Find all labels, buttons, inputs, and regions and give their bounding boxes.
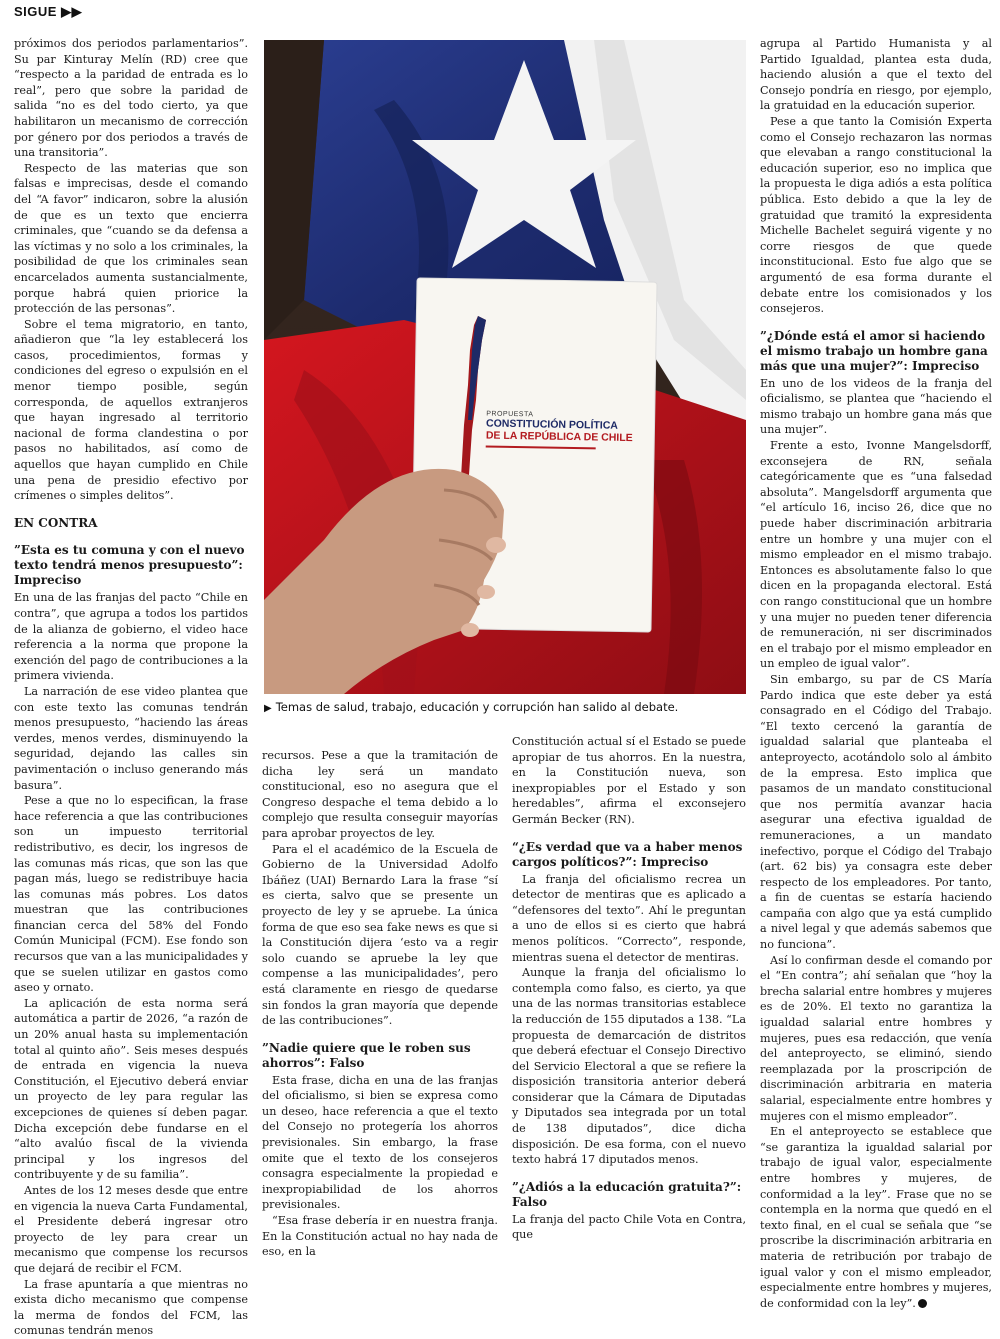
- paragraph: Constitución actual sí el Estado se puede apropiar de tus ahorros. En la nuestra, en la Constitución nueva, son inexpropiables por el Estado y son heredables”, afirma el exconsejero Germán Becker (RN).: [512, 735, 746, 826]
- paragraph: Así lo confirman desde el comando por el “En contra”; ahí señalan que “hoy la brecha salarial entre hombres y mujeres es de 20%. El texto no garantiza la igualdad salarial entre hombres y mujeres, pues esa redacción, que venía del anteproyecto, se eliminó, siendo reemplazada por la proscripción de discriminación arbitraria en materia salarial, especialmente entre hombres y mujeres con el mismo empleador”.: [760, 953, 992, 1123]
- paragraph: La narración de ese video plantea que con este texto las comunas tendrán menos presupuesto, “haciendo las áreas verdes, menos verdes, disminuyendo la seguridad, dejando las calles sin pavimentación o incluso generando más basura”.: [14, 684, 248, 792]
- subheading: ”Esta es tu comuna y con el nuevo texto tendrá menos presupuesto”: Impreciso: [14, 543, 245, 588]
- section-heading: EN CONTRA: [14, 515, 98, 530]
- book-kicker: PROPUESTA: [486, 410, 534, 419]
- subheading: “¿Es verdad que va a haber menos cargos políticos?”: Impreciso: [512, 839, 743, 869]
- photo-caption: [264, 700, 746, 714]
- sigue-text: SIGUE: [14, 4, 57, 19]
- paragraph: Antes de los 12 meses desde que entre en vigencia la nueva Carta Fundamental, el Presidente deberá ingresar otro proyecto de ley para crear un mecanismo que compense los recursos que dejará de recibir el FCM.: [14, 1183, 248, 1275]
- paragraph: agrupa al Partido Humanista y al Partido Igualdad, plantea esta duda, haciendo alusión a que el texto del Consejo pondría en riesgo, por ejemplo, la gratuidad en la educación superior.: [760, 37, 992, 113]
- triangle-bullet-icon: ▶: [264, 703, 272, 714]
- subheading: ”¿Dónde está el amor si haciendo el mismo trabajo un hombre gana más que una mujer?”: Impreciso: [760, 328, 988, 373]
- paragraph: “Esa frase debería ir en nuestra franja. En la Constitución actual no hay nada de eso, en la: [262, 1214, 498, 1259]
- end-of-article-icon: [918, 1299, 927, 1308]
- paragraph: En una de las franjas del pacto “Chile en contra”, que agrupa a todos los partidos de la alianza de gobierno, el video hace referencia a la norma que propone la exención del pago de contribuciones a la primera vivienda.: [14, 591, 248, 683]
- paragraph: Sobre el tema migratorio, en tanto, añadieron que “la ley establecerá los casos, procedimientos, formas y condiciones del egreso o expulsión en el menor tiempo posible, según corresponda, de aquellos extranjeros que hayan ingresado al territorio nacional de forma clandestina o por pasos no habilitados, así como de aquellos que hayan cumplido en Chile una pena de presidio efectivo por crímenes o simples delitos”.: [14, 317, 248, 503]
- paragraph: Pese a que tanto la Comisión Experta como el Consejo rechazaron las normas que elevaban a rango constitucional la educación superior, eso no implica que la propuesta le diga adiós a esta política pública. Esto debido a que la ley de gratuidad que tramitó la expresidenta Michelle Bachelet seguirá vigente y no corre riesgos de que quede inconstitucional. Esto fue algo que se argumentó de esa forma durante el debate entre los comisionados y los consejeros.: [760, 114, 992, 316]
- subheading: ”¿Adiós a la educación gratuita?”: Falso: [512, 1179, 742, 1209]
- paragraph: Para el el académico de la Escuela de Gobierno de la Universidad Adolfo Ibáñez (UAI) Bernardo Lara la frase “sí es cierta, salvo que se presente un proyecto de ley y se apruebe. La única forma de que eso sea fake news es que si la Constitución dijera ‘esto va a regir solo cuando se apruebe la ley que compense a las municipalidades’, pero está claramente en riesgo de quedarse sin fondos la gran mayoría que depende de las contribuciones”.: [262, 842, 498, 1028]
- paragraph: En uno de los videos de la franja del oficialismo, se plantea que “haciendo el mismo trabajo un hombre gana más que una mujer”.: [760, 376, 992, 437]
- article-column-2: [262, 748, 498, 1260]
- continues-label: [14, 4, 82, 20]
- book-cover-text: [486, 411, 657, 451]
- caption-text: Temas de salud, trabajo, educación y corrupción han salido al debate.: [275, 700, 679, 714]
- paragraph: Aunque la franja del oficialismo lo contempla como falso, es cierto, ya que una de las normas transitorias establece la reducción de 155 diputados a 138. “La propuesta de demarcación de distritos que deberá efectuar el Consejo Directivo del Servicio Electoral a que se refiere la disposición transitoria anterior deberá considerar que la Cámara de Diputadas y Diputados sea integrada por un total de 138 diputados”, dice dicha disposición. De esa forma, con el nuevo texto habrá 17 diputados menos.: [512, 966, 746, 1167]
- paragraph: Sin embargo, su par de CS María Pardo indica que este deber ya está consagrado en el Código del Trabajo. “El texto cercenó la garantía de igualdad salarial que planteaba el anteproyecto, acotándolo solo al ámbito de la empresa. Esto implica que pasamos de un mandato constitucional que nos permitía avanzar hacia asegurar una efectiva igualdad de remuneraciones, a un mandato inefectivo, porque el Código del Trabajo (art. 62 bis) ya consagra este deber respecto de los empleadores. Por tanto, a fin de cuentas se estaría haciendo campaña con algo que ya está cumplido a nivel legal y que además sabemos que no funciona”.: [760, 672, 992, 952]
- paragraph: recursos. Pese a que la tramitación de dicha ley será un mandato constitucional, eso no asegura que el Congreso despache el tema debido a lo complejo que resulta conseguir mayorías para aprobar proyectos de ley.: [262, 749, 498, 840]
- paragraph-text: En el anteproyecto se establece que “se garantiza la igualdad salarial por trabajo de igual valor, especialmente entre hombres y mujeres, de conformidad a la ley”. Frase que no se contempla en la norma que quedó en el texto final, en el cual se señala que “se proscribe la discriminación arbitraria en materia de retribución por trabajo de igual valor y con el mismo empleador, especialmente entre hombres y mujeres, de conformidad con la ley”.: [760, 1125, 992, 1310]
- paragraph: La aplicación de esta norma será automática a partir de 2026, “a razón de un 20% anual hasta su implementación total al quinto año”. Seis meses después de entrada en vigencia la nueva Constitución, el Ejecutivo deberá enviar un proyecto de ley para regular las excepciones de quienes sí deben pagar. Dicha excepción debe fundarse en el “alto avalúo fiscal de la vivienda principal y los ingresos del contribuyente y de su familia”.: [14, 996, 248, 1182]
- book-title-line2: DE LA REPÚBLICA DE CHILE: [485, 429, 633, 445]
- paragraph: Pese a que no lo especifican, la frase hace referencia a que las contribuciones son un impuesto territorial redistributivo, es decir, los ingresos de las comunas más ricas, que son las que pagan más, luego se redistribuye hacia las comunas más pobres. Los datos muestran que las contribuciones financian cerca del 58% del Fondo Común Municipal (FCM). Ese fondo son recursos que van a las municipalidades y que se suelen utilizar en gastos como aseo y ornato.: [14, 794, 248, 995]
- article-column-3: [512, 734, 746, 1243]
- article-column-1: [14, 36, 248, 1339]
- paragraph: Respecto de las materias que son falsas e imprecisas, desde el comando del “A favor” indicaron, sobre la alusión de que es un texto que encierra criminales, que “cuando se da defensa a las víctimas y no solo a los criminales, la posibilidad de que los criminales sean encarcelados aumenta sustancialmente, porque habrá quien priorice la protección de las personas”.: [14, 161, 248, 316]
- paragraph: La franja del oficialismo recrea un detector de mentiras que es aplicado a “defensores del texto”. Ahí le preguntan a uno de ellos si es cierto que habrá menos políticos. “Correcto”, responde, mientras suena el detector de mentiras.: [512, 872, 746, 964]
- subheading: ”Nadie quiere que le roben sus ahorros”: Falso: [262, 1040, 471, 1070]
- paragraph: La franja del pacto Chile Vota en Contra, que: [512, 1212, 746, 1242]
- paragraph: Frente a esto, Ivonne Mangelsdorff, exconsejera de RN, señala categóricamente que es “una falsedad absoluta”. Mangelsdorff argumenta que “el artículo 16, inciso 26, dice que no puede haber discriminación arbitraria entre un hombre y una mujer con el mismo empleador en el mismo trabajo. Entonces es absolutamente falso lo que dicen en la propaganda electoral. Está con rango constitucional que un hombre y una mujer no pueden tener diferencia de remuneración, ni ser discriminados en el trabajo por el mismo empleador en un empleo de igual valor”.: [760, 439, 992, 671]
- article-column-4: [760, 36, 992, 1311]
- double-arrow-icon: ▶▶: [61, 4, 83, 19]
- paragraph: La frase apuntaría a que mientras no exista dicho mecanismo que compense la merma de fondos del FCM, las comunas tendrán menos: [14, 1277, 248, 1338]
- book-title-line1: CONSTITUCIÓN POLÍTICA: [486, 417, 619, 432]
- article-photo: [264, 40, 746, 694]
- paragraph: próximos dos periodos parlamentarios”. Su par Kinturay Melín (RD) cree que “respecto a la paridad de entrada es lo real”, pero que sobre la paridad de salida “no es del todo cierto, ya que habilitaron un mecanismo de corrección por género por dos periodos a través de una transitoria”.: [14, 37, 248, 160]
- final-paragraph: [760, 1124, 992, 1311]
- paragraph: Esta frase, dicha en una de las franjas del oficialismo, si bien se expresa como un deseo, hace referencia a que el texto del Consejo no protegería los ahorros previsionales. Sin embargo, la frase omite que el texto de los consejeros consagra especialmente la propiedad e inexpropiabilidad de los ahorros previsionales.: [262, 1073, 498, 1212]
